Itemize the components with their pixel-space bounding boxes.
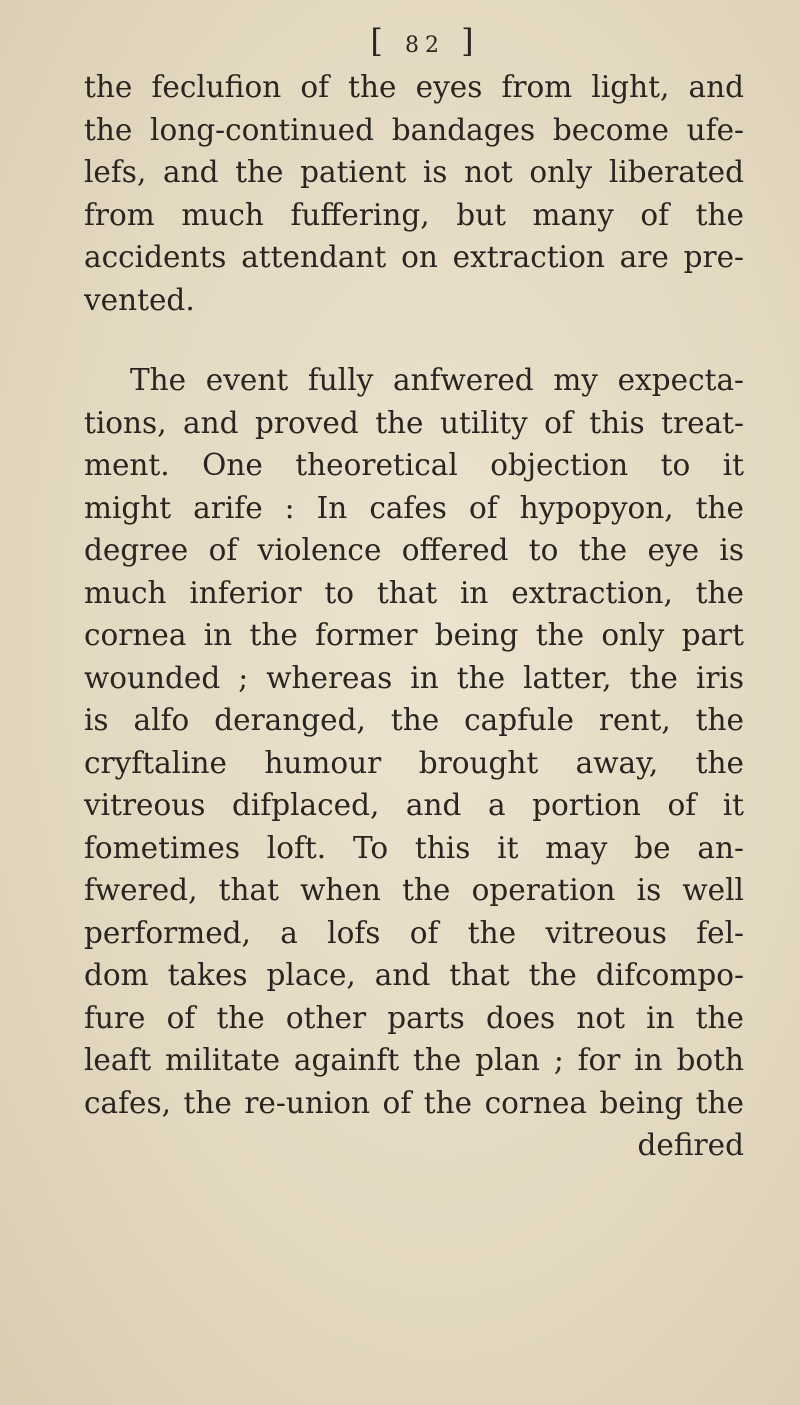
text-line: ment. One theoretical objection to it <box>84 448 744 482</box>
text-line: cornea in the former being the only part <box>84 618 744 652</box>
text-line: The event fully anfwered my expecta- <box>130 363 744 397</box>
text-line: cafes, the re-union of the cornea being the <box>84 1085 744 1120</box>
text-line: tions, and proved the utility of this treat- <box>84 405 744 440</box>
text-line: performed, a lofs of the vitreous fel- <box>84 915 744 950</box>
bracket-open: [ <box>370 22 389 60</box>
text-line: cryftaline humour brought away, the <box>84 745 744 780</box>
text-line: lefs, and the patient is not only liberated <box>84 155 744 189</box>
body-text <box>84 66 744 1167</box>
page-number: 82 <box>405 33 445 58</box>
text-line: dom takes place, and that the difcompo- <box>84 958 744 992</box>
text-line: accidents attendant on extraction are pre- <box>84 240 744 274</box>
text-line: wounded ; whereas in the latter, the iris <box>84 660 744 695</box>
text-line: leaft militate againft the plan ; for in both <box>84 1043 744 1077</box>
paragraph-2 <box>84 359 744 1124</box>
text-line: vented. <box>84 282 195 317</box>
text-line: vitreous difplaced, and a portion of it <box>84 788 744 822</box>
bracket-close: ] <box>461 22 480 60</box>
text-line: might arife : In cafes of hypopyon, the <box>84 490 744 525</box>
text-line: from much fuffering, but many of the <box>84 197 744 232</box>
text-line: the feclufion of the eyes from light, and <box>84 70 744 104</box>
text-line: fure of the other parts does not in the <box>84 1000 744 1035</box>
text-line: is alfo deranged, the capfule rent, the <box>84 703 744 737</box>
text-line: degree of violence offered to the eye is <box>84 533 744 567</box>
paragraph-gap <box>84 321 744 359</box>
page-header <box>360 22 490 60</box>
text-line: the long-continued bandages become ufe- <box>84 112 744 147</box>
text-line: fometimes loft. To this it may be an- <box>84 830 744 865</box>
text-line: much inferior to that in extraction, the <box>84 575 744 610</box>
paragraph-1 <box>84 66 744 321</box>
catchword: defired <box>637 1128 744 1162</box>
text-line: fwered, that when the operation is well <box>84 873 744 907</box>
